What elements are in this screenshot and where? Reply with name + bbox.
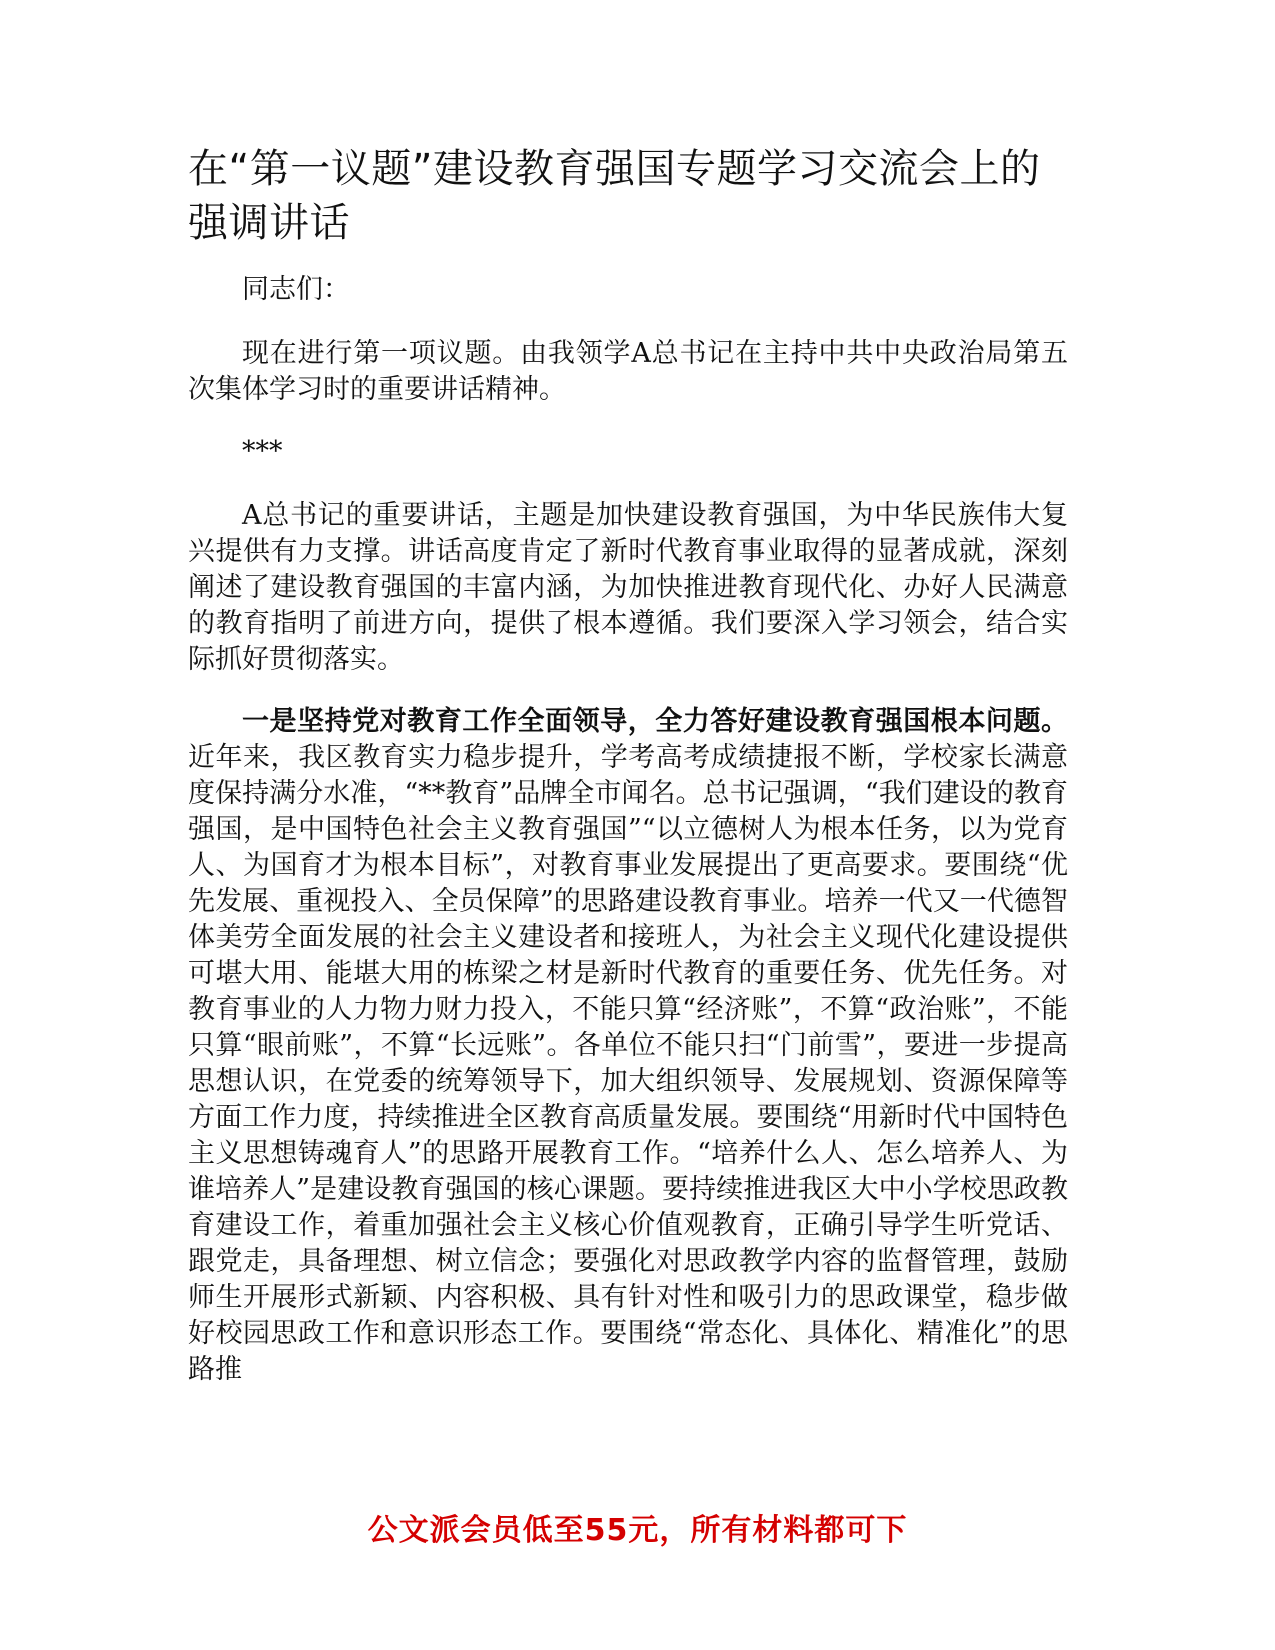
intro-paragraph: 现在进行第一项议题。由我领学A总书记在主持中共中央政治局第五次集体学习时的重要讲话精神。 <box>188 338 1068 405</box>
section-separator: *** <box>242 436 283 467</box>
membership-promo-banner: 公文派会员低至55元，所有材料都可下 <box>367 1513 908 1548</box>
document-page <box>188 142 1068 1414</box>
salutation: 同志们： <box>242 274 350 305</box>
point-one-body: 近年来，我区教育实力稳步提升，学考高考成绩捷报不断，学校家长满意度保持满分水准，“**教育”品牌全市闻名。总书记强调，“我们建设的教育强国，是中国特色社会主义教育强国”“以立德树人为根本任务，以为党育人、为国育才为根本目标”，对教育事业发展提出了更高要求。要围绕“优先发展、重视投入、全员保障”的思路建设教育事业。培养一代又一代德智体美劳全面发展的社会主义建设者和接班人，为社会主义现代化建设提供可堪大用、能堪大用的栋梁之材是新时代教育的重要任务、优先任务。对教育事业的人力物力财力投入，不能只算“经济账”，不算“政治账”，不能只算“眼前账”，不算“长远账”。各单位不能只扫“门前雪”，要进一步提高思想认识，在党委的统筹领导下，加大组织领导、发展规划、资源保障等方面工作力度，持续推进全区教育高质量发展。要围绕“用新时代中国特色主义思想铸魂育人”的思路开展教育工作。“培养什么人、怎么培养人、为谁培养人”是建设教育强国的核心课题。要持续推进我区大中小学校思政教育建设工作，着重加强社会主义核心价值观教育，正确引导学生听党话、跟党走，具备理想、树立信念；要强化对思政教学内容的监督管理，鼓励师生开展形式新颖、内容积极、具有针对性和吸引力的思政课堂，稳步做好校园思政工作和意识形态工作。要围绕“常态化、具体化、精准化”的思路推 <box>188 742 1068 1385</box>
point-one-paragraph <box>188 704 1068 1388</box>
point-one-heading: 一是坚持党对教育工作全面领导，全力答好建设教育强国根本问题。 <box>242 706 1068 737</box>
summary-paragraph: A总书记的重要讲话，主题是加快建设教育强国，为中华民族伟大复兴提供有力支撑。讲话高度肯定了新时代教育事业取得的显著成就，深刻阐述了建设教育强国的丰富内涵，为加快推进教育现代化、办好人民满意的教育指明了前进方向，提供了根本遵循。我们要深入学习领会，结合实际抓好贯彻落实。 <box>188 500 1068 675</box>
document-title: 在“第一议题”建设教育强国专题学习交流会上的强调讲话 <box>188 146 1041 246</box>
